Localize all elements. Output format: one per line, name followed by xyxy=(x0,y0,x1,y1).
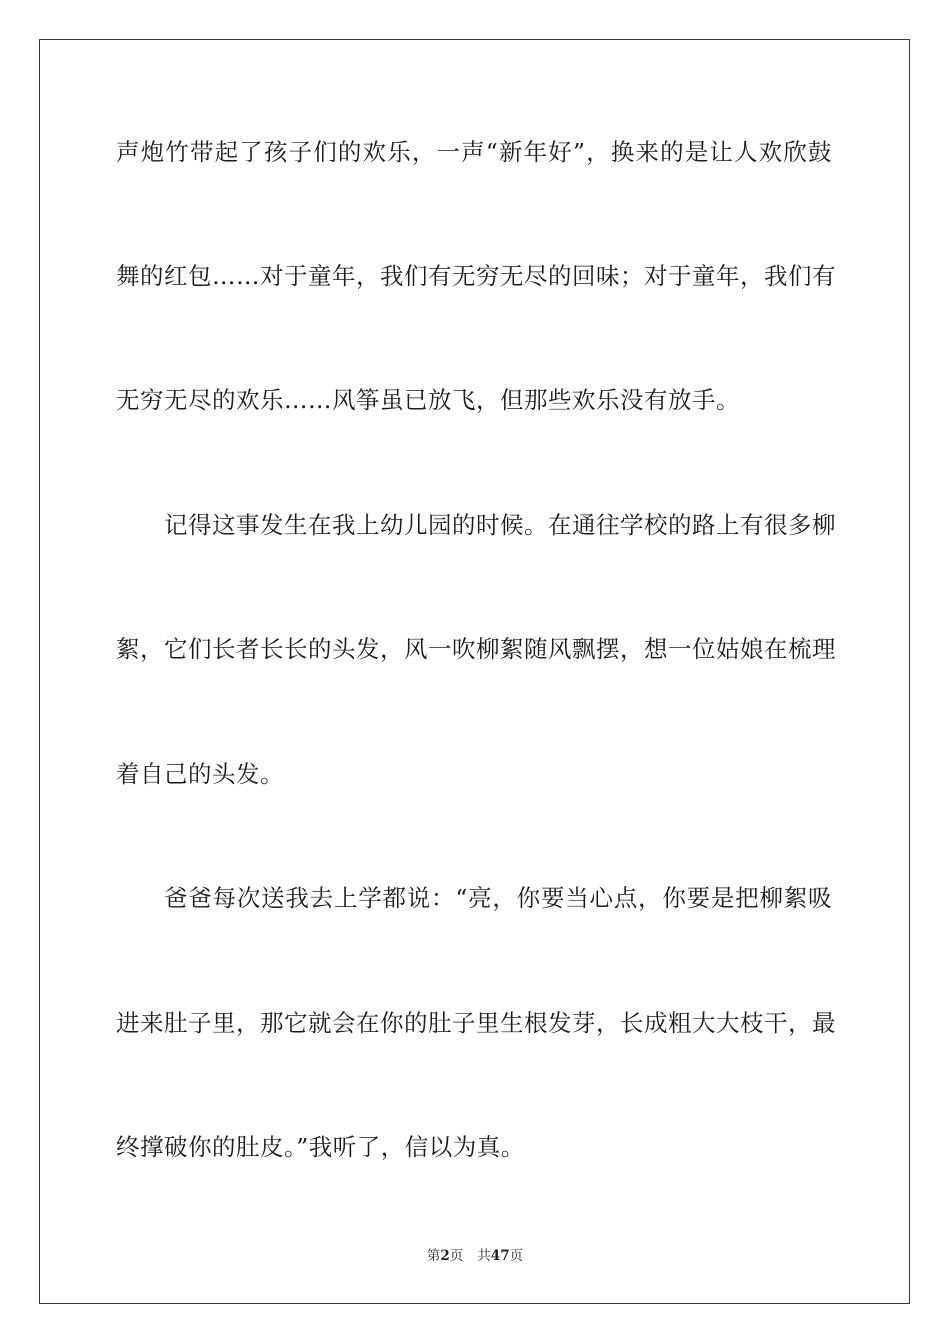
page-prefix: 第 xyxy=(426,1248,441,1264)
text-line-4: 记得这事发生在我上幼儿园的时候。在通往学校的路上有很多柳 xyxy=(164,511,836,539)
page-border xyxy=(39,39,910,1304)
total-prefix: 共 xyxy=(477,1248,491,1264)
text-line-9: 终撑破你的肚皮。”我听了，信以为真。 xyxy=(116,1133,525,1161)
page-footer xyxy=(0,1247,950,1265)
text-line-5: 絮，它们长者长长的头发，风一吹柳絮随风飘摆，想一位姑娘在梳理 xyxy=(116,635,836,663)
text-line-6: 着自己的头发。 xyxy=(116,760,284,788)
text-line-3: 无穷无尽的欢乐……风筝虽已放飞，但那些欢乐没有放手。 xyxy=(116,386,740,414)
page-suffix: 页 xyxy=(449,1248,464,1264)
page-number: 2 xyxy=(440,1248,450,1264)
total-suffix: 页 xyxy=(509,1248,524,1264)
total-pages: 47 xyxy=(490,1248,510,1264)
text-line-7: 爸爸每次送我去上学都说：“亮，你要当心点，你要是把柳絮吸 xyxy=(164,884,832,912)
text-line-8: 进来肚子里，那它就会在你的肚子里生根发芽，长成粗大大枝干，最 xyxy=(116,1009,836,1037)
text-line-2: 舞的红包……对于童年，我们有无穷无尽的回味；对于童年，我们有 xyxy=(116,262,836,290)
text-line-1: 声炮竹带起了孩子们的欢乐，一声“新年好”，换来的是让人欢欣鼓 xyxy=(116,138,832,166)
